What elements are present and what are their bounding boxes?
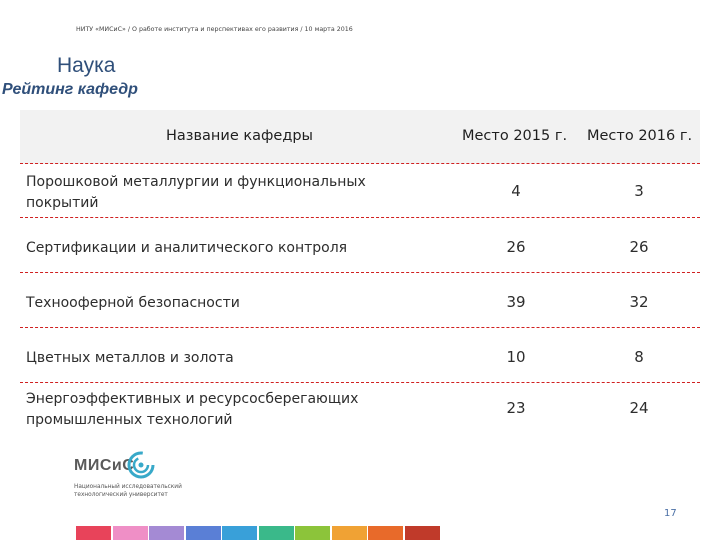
- rank-2016: 8: [634, 348, 644, 366]
- rank-2016: 24: [629, 399, 649, 417]
- page-number: 17: [664, 508, 677, 519]
- rank-2016: 26: [629, 238, 649, 256]
- page-subtitle: Рейтинг кафедр: [2, 81, 138, 98]
- department-name: Цветных металлов и золота: [26, 350, 234, 366]
- page-title: Наука: [57, 54, 116, 77]
- color-stripe: [259, 526, 294, 540]
- rank-2015: 4: [511, 182, 521, 200]
- color-stripe: [295, 526, 330, 540]
- department-name: Технооферной безопасности: [26, 295, 240, 311]
- color-stripe: [332, 526, 367, 540]
- rank-2016: 3: [634, 182, 644, 200]
- rank-2015: 39: [506, 293, 526, 311]
- table-header: [20, 110, 700, 164]
- logo-wordmark: МИСиС: [74, 457, 135, 474]
- logo-swirl-icon: [126, 450, 156, 480]
- rank-2016: 32: [629, 293, 649, 311]
- department-name: Энергоэффективных и ресурсосберегающих промышленных технологий: [26, 391, 359, 428]
- color-stripe: [76, 526, 111, 540]
- table-row: [20, 164, 700, 218]
- breadcrumb: НИТУ «МИСиС» / О работе института и перспективах его развития / 10 марта 2016: [76, 26, 353, 33]
- rank-2015: 10: [506, 348, 526, 366]
- table-row: [20, 328, 700, 383]
- table-row: [20, 273, 700, 328]
- table-row: [20, 383, 700, 439]
- column-header-name: Название кафедры: [166, 128, 314, 144]
- table-row: [20, 218, 700, 273]
- column-header-2015: Место 2015 г.: [462, 128, 568, 144]
- department-name: Сертификации и аналитического контроля: [26, 240, 348, 256]
- ranking-table: [20, 110, 700, 439]
- color-stripe: [149, 526, 184, 540]
- color-stripe: [368, 526, 403, 540]
- rank-2015: 23: [506, 399, 526, 417]
- color-stripe: [222, 526, 257, 540]
- logo-tagline: Национальный исследовательский технологический университет: [74, 484, 182, 498]
- color-stripe: [186, 526, 221, 540]
- column-header-2016: Место 2016 г.: [587, 128, 693, 144]
- rank-2015: 26: [506, 238, 526, 256]
- color-stripe: [405, 526, 440, 540]
- color-stripe: [113, 526, 148, 540]
- department-name: Порошковой металлургии и функциональных покрытий: [26, 174, 366, 211]
